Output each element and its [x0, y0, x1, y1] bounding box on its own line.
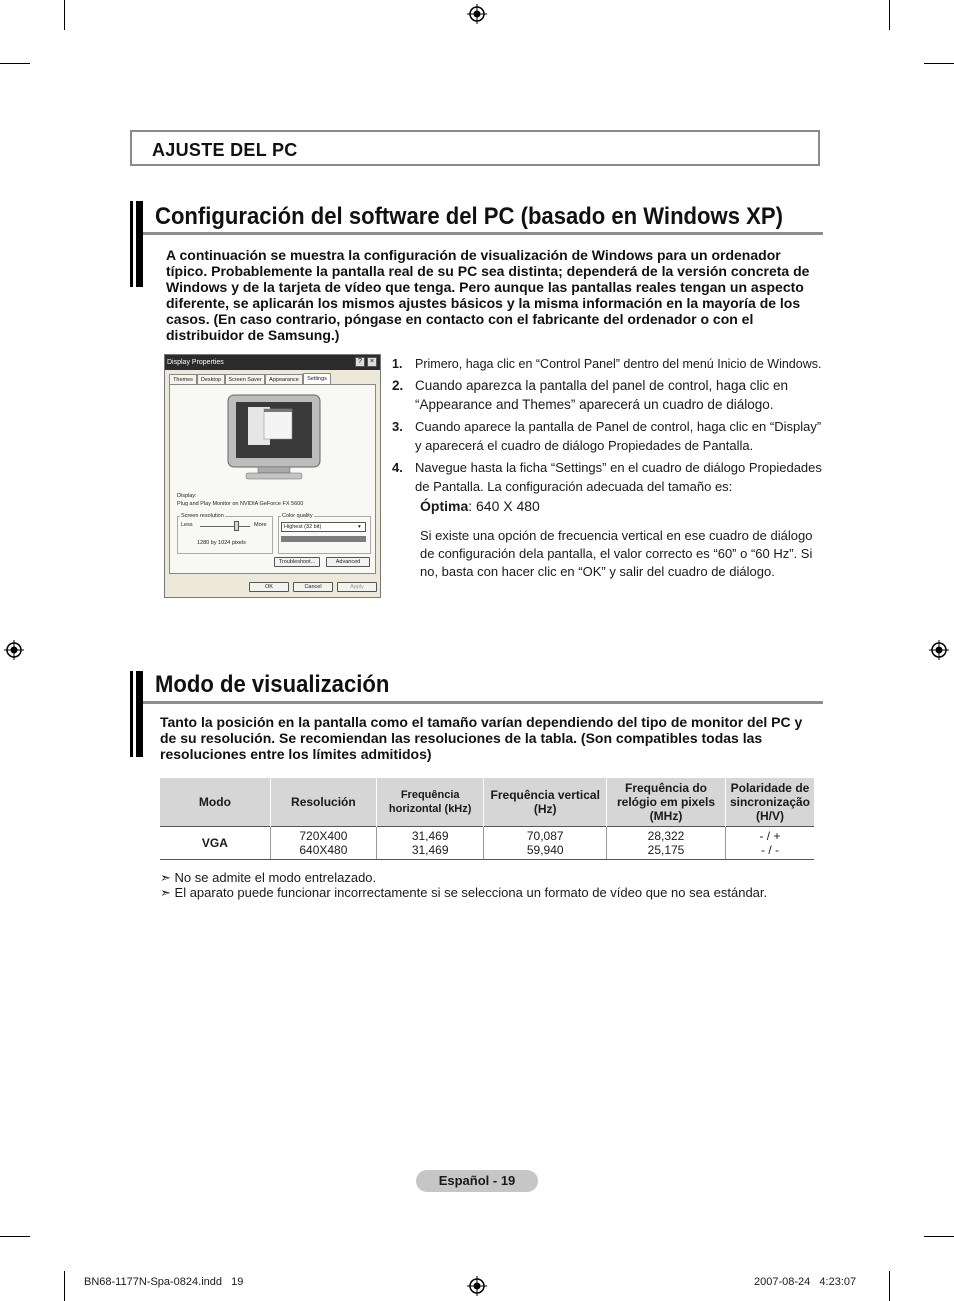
- step-number: 2.: [392, 378, 404, 393]
- clock-value: 28,322: [647, 829, 685, 843]
- dialog-titlebar: [165, 355, 380, 370]
- arrow-note-icon: ➣: [160, 870, 171, 885]
- resolution-slider-track: [200, 526, 250, 527]
- resolution-slider-thumb[interactable]: [234, 521, 239, 531]
- polarity-value: - / +: [759, 829, 781, 843]
- column-header-polarity: Polaridade de sincronização (H/V): [725, 778, 814, 827]
- crop-mark: [924, 1236, 954, 1237]
- column-header-mode: Modo: [160, 778, 270, 827]
- close-icon[interactable]: ×: [367, 357, 377, 367]
- step-text: Cuando aparece la pantalla de Panel de control, haga clic en “Display” y aparecerá el cuadro de diálogo Propiedades de Pantalla.: [415, 419, 822, 453]
- section-intro: Tanto la posición en la pantalla como el tamaño varían dependiendo del tipo de monitor del PC y de su resolución. Se recomiendan las resoluciones de la tabla. (Son compatibles todas las resoluciones entre los límites admitidos): [160, 714, 803, 762]
- tab-screen-saver[interactable]: Screen Saver: [225, 374, 265, 384]
- display-label: Display:: [177, 493, 197, 499]
- step-number: 3.: [392, 419, 403, 434]
- column-header-resolution: Resolución: [270, 778, 376, 827]
- resolution-cell: [270, 827, 376, 860]
- resolution-value: 640X480: [299, 843, 348, 857]
- column-header-clock: Frequência do relógio em pixels (MHz): [607, 778, 726, 827]
- note-text: El aparato puede funcionar incorrectamente si se selecciona un formato de vídeo que no sea estándar.: [174, 885, 768, 900]
- file-slug: BN68-1177N-Spa-0824.indd 19: [84, 1276, 244, 1288]
- optimal-resolution: [420, 498, 540, 514]
- crop-mark: [0, 1236, 30, 1237]
- polarity-cell: [725, 827, 814, 860]
- registration-mark-icon: [467, 1276, 487, 1296]
- section-bar: [130, 201, 143, 287]
- color-preview-bar: [281, 536, 366, 542]
- date-slug: 2007-08-24 4:23:07: [754, 1276, 857, 1288]
- chevron-down-icon: ▾: [358, 524, 361, 530]
- crop-mark: [889, 0, 890, 30]
- step-text: Navegue hasta la ficha “Settings” en el cuadro de diálogo Propiedades de Pantalla. La configuración adecuada del tamaño es:: [415, 460, 822, 494]
- registration-mark-icon: [929, 640, 949, 660]
- crop-mark: [924, 63, 954, 64]
- dialog-title: Display Properties: [167, 359, 224, 366]
- resolution-group-label: Screen resolution: [181, 513, 224, 519]
- settings-panel: [169, 384, 376, 574]
- arrow-note-icon: ➣: [160, 885, 171, 900]
- frequency-note: Si existe una opción de frecuencia vertical en ese cuadro de diálogo de configuración dela pantalla, el valor correcto es “60” o “60 Hz”. Si no, basta con hacer clic en “OK” y salir del cuadro de diálogo.: [420, 528, 813, 579]
- clock-cell: [607, 827, 726, 860]
- vfreq-value: 70,087: [526, 829, 564, 843]
- step-text: Cuando aparezca la pantalla del panel de control, haga clic en “Appearance and Themes” aparecerá un cuadro de diálogo.: [415, 378, 789, 412]
- hfreq-value: 31,469: [411, 829, 449, 843]
- help-icon[interactable]: ?: [355, 357, 365, 367]
- crop-mark: [64, 1271, 65, 1301]
- note-item: [160, 885, 767, 901]
- color-quality-value: Highest (32 bit): [284, 524, 322, 530]
- ok-button[interactable]: OK: [249, 582, 289, 592]
- hfreq-cell: [376, 827, 483, 860]
- mode-cell: VGA: [160, 827, 270, 860]
- tab-settings[interactable]: Settings: [303, 373, 331, 384]
- column-header-vfreq: Frequência vertical (Hz): [484, 778, 607, 827]
- section-rule: [143, 701, 823, 704]
- step-text: Primero, haga clic en “Control Panel” dentro del menú Inicio de Windows.: [415, 357, 822, 371]
- section-bar: [130, 671, 143, 757]
- chapter-title: AJUSTE DEL PC: [152, 140, 298, 160]
- optimal-label: Óptima: [420, 498, 469, 514]
- vfreq-value: 59,940: [526, 843, 564, 857]
- apply-button[interactable]: Apply: [337, 582, 377, 592]
- chapter-header: [130, 130, 820, 166]
- resolution-value: 720X400: [299, 829, 348, 843]
- note-item: [160, 870, 376, 886]
- page-number: Español - 19: [416, 1170, 538, 1192]
- color-quality-select[interactable]: [281, 522, 366, 532]
- step-number: 4.: [392, 460, 403, 475]
- monitor-icon: [224, 393, 324, 481]
- tab-themes[interactable]: Themes: [169, 374, 197, 384]
- resolution-value: 1280 by 1024 pixels: [197, 540, 246, 546]
- tab-desktop[interactable]: Desktop: [197, 374, 225, 384]
- cancel-button[interactable]: Cancel: [293, 582, 333, 592]
- column-header-hfreq: Frequência horizontal (kHz): [376, 778, 483, 827]
- polarity-value: - / -: [760, 843, 779, 857]
- display-value: Plug and Play Monitor on NVIDIA GeForce FX 5600: [177, 501, 304, 507]
- optimal-value: : 640 X 480: [468, 498, 540, 514]
- table-row: [160, 827, 814, 860]
- crop-mark: [0, 63, 30, 64]
- tab-appearance[interactable]: Appearance: [265, 374, 303, 384]
- troubleshoot-button[interactable]: Troubleshoot...: [274, 557, 320, 567]
- section-rule: [143, 232, 823, 235]
- less-label: Less: [181, 522, 193, 528]
- registration-mark-icon: [467, 4, 487, 24]
- color-quality-label: Color quality: [282, 513, 313, 519]
- section-title: Configuración del software del PC (basado en Windows XP): [155, 203, 783, 230]
- section-intro: A continuación se muestra la configuración de visualización de Windows para un ordenador típico. Probablemente la pantalla real de su PC sea distinta; dependerá de la versión concreta de Windows y de la tarjeta de vídeo que tenga. Pero aunque las pantallas reales tengan un aspecto diferente, se aplicarán los mismos ajustes básicos y la misma información en la mayoría de los casos. (En caso contrario, póngase en contacto con el fabricante del ordenador o con el distribuidor de Samsung.): [166, 247, 810, 343]
- more-label: More: [254, 522, 267, 528]
- step-number: 1.: [392, 357, 403, 371]
- vfreq-cell: [484, 827, 607, 860]
- note-text: No se admite el modo entrelazado.: [174, 870, 377, 885]
- crop-mark: [889, 1271, 890, 1301]
- advanced-button[interactable]: Advanced: [326, 557, 370, 567]
- hfreq-value: 31,469: [411, 843, 449, 857]
- section-title: Modo de visualización: [155, 671, 390, 698]
- registration-mark-icon: [4, 640, 24, 660]
- crop-mark: [64, 0, 65, 30]
- display-mode-table: [160, 778, 814, 860]
- display-properties-screenshot: [164, 354, 381, 598]
- clock-value: 25,175: [647, 843, 685, 857]
